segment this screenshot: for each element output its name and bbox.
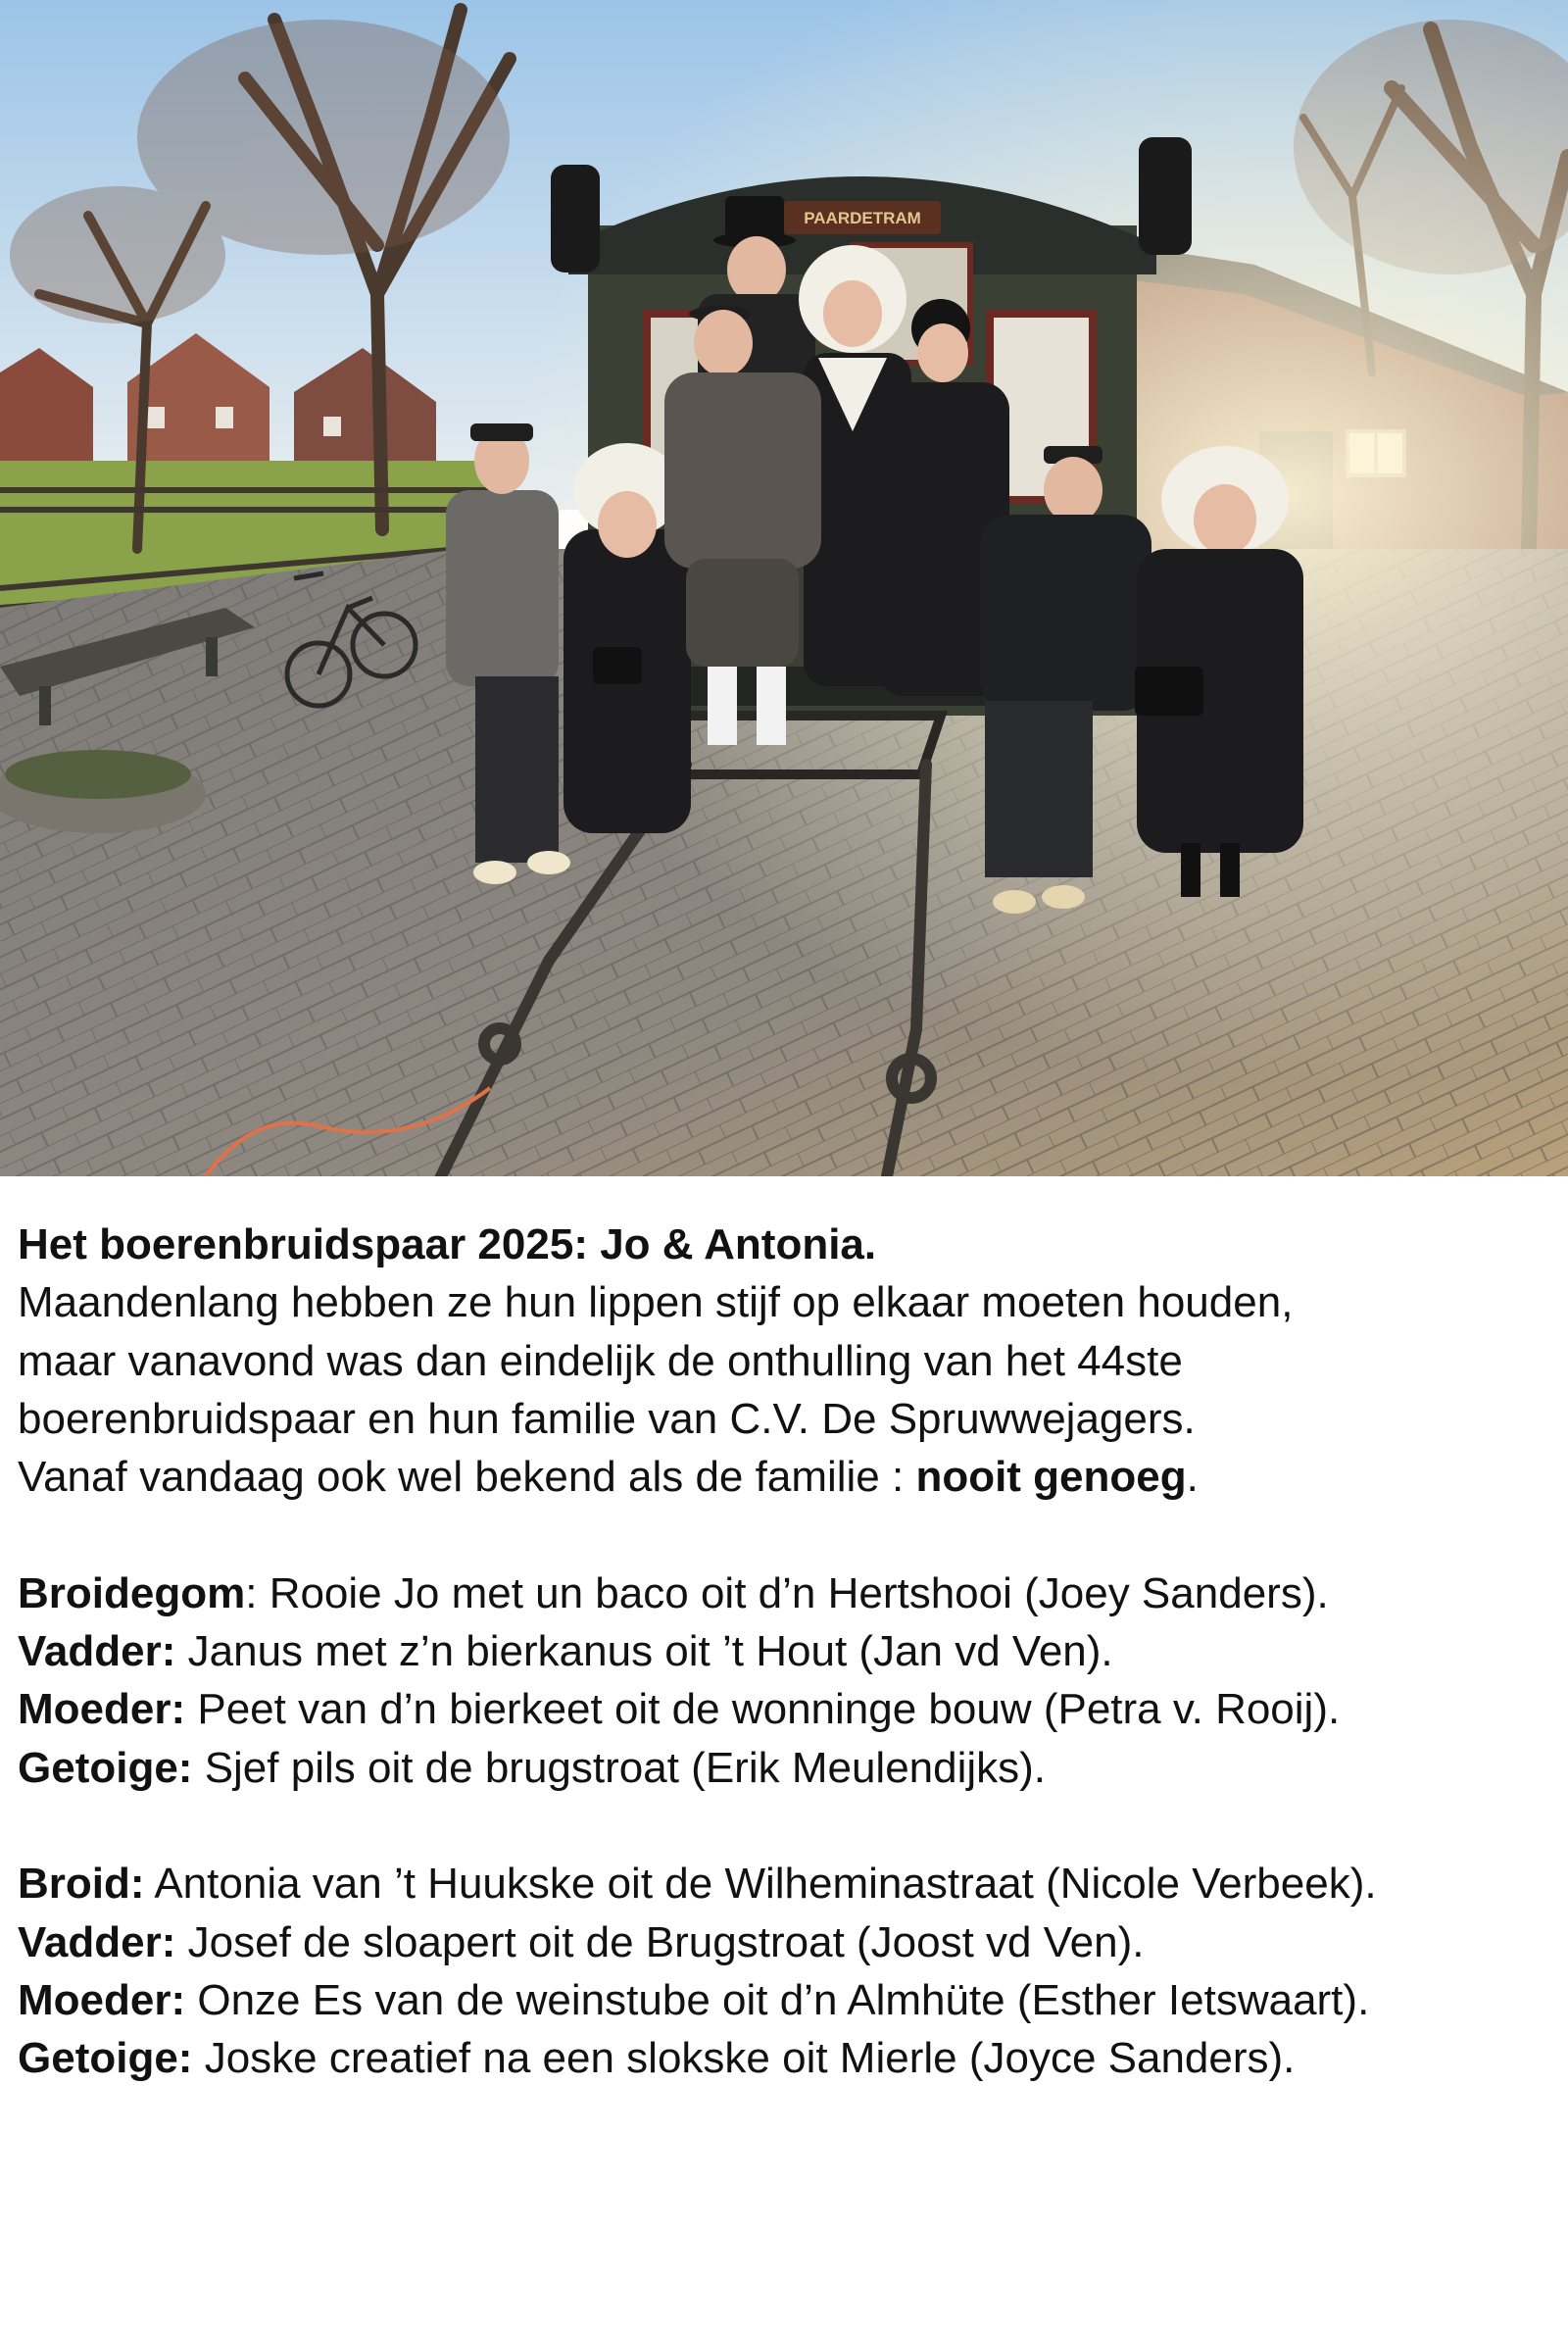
member-description: Sjef pils oit de brugstroat (Erik Meulendijks). <box>204 1743 1047 1792</box>
role-label: Vadder: <box>18 1917 176 1966</box>
member-description: Joske creatief na een slokske oit Mierle (Joyce Sanders). <box>204 2034 1296 2083</box>
spacer <box>18 1506 1556 1564</box>
family-line <box>18 1448 1556 1506</box>
role-separator <box>192 1744 204 1792</box>
family-prefix: Vanaf vandaag ook wel bekend als de familie : <box>18 1453 916 1502</box>
role-label: Broidegom <box>18 1568 246 1617</box>
intro-line: boerenbruidspaar en hun familie van C.V. De Spruwwejagers. <box>18 1394 1196 1443</box>
groom-family-member <box>18 1739 1556 1797</box>
member-description: Antonia van ’t Huukske oit de Wilheminastraat (Nicole Verbeek). <box>154 1860 1377 1909</box>
tram-sign: PAARDETRAM <box>804 209 921 227</box>
bride-family-member <box>18 1855 1556 1912</box>
role-separator <box>145 1860 155 1908</box>
intro-line: maar vanavond was dan eindelijk de onthulling van het 44ste <box>18 1336 1183 1385</box>
role-label: Getoige: <box>18 2034 193 2083</box>
groom-family-member <box>18 1622 1556 1680</box>
role-separator <box>175 1627 187 1675</box>
intro-line: Maandenlang hebben ze hun lippen stijf op elkaar moeten houden, <box>18 1278 1294 1327</box>
role-label: Vadder: <box>18 1627 176 1676</box>
bride-family-member <box>18 2029 1556 2087</box>
bride-family-member <box>18 1971 1556 2029</box>
member-description: Onze Es van de weinstube oit d’n Almhüte (Esther Ietswaart). <box>197 1975 1370 2024</box>
role-separator: : <box>245 1568 270 1617</box>
spacer <box>18 1797 1556 1855</box>
role-separator <box>185 1976 197 2024</box>
member-description: Janus met z’n bierkanus oit ’t Hout (Jan vd Ven). <box>187 1627 1113 1676</box>
role-label: Broid: <box>18 1860 145 1909</box>
bride-family-member <box>18 1913 1556 1971</box>
role-separator <box>185 1685 197 1733</box>
role-label: Moeder: <box>18 1685 186 1734</box>
family-name: nooit genoeg <box>915 1453 1187 1502</box>
groom-family-member <box>18 1564 1556 1622</box>
member-description: Peet van d’n bierkeet oit de wonninge bouw (Petra v. Rooij). <box>197 1685 1341 1734</box>
caption-title <box>18 1216 1556 1273</box>
planter-shrub <box>5 750 191 799</box>
family-suffix: . <box>1186 1453 1199 1502</box>
member-description: Rooie Jo met un baco oit d’n Hertshooi (Joey Sanders). <box>269 1568 1329 1617</box>
role-label: Moeder: <box>18 1975 186 2024</box>
member-description: Josef de sloapert oit de Brugstroat (Joost vd Ven). <box>187 1917 1145 1966</box>
groom-family-member <box>18 1680 1556 1738</box>
caption-title-text: Het boerenbruidspaar 2025: Jo & Antonia. <box>18 1220 877 1268</box>
role-label: Getoige: <box>18 1743 193 1792</box>
caption <box>18 1216 1556 2087</box>
role-separator <box>192 2034 204 2082</box>
role-separator <box>175 1918 187 1966</box>
